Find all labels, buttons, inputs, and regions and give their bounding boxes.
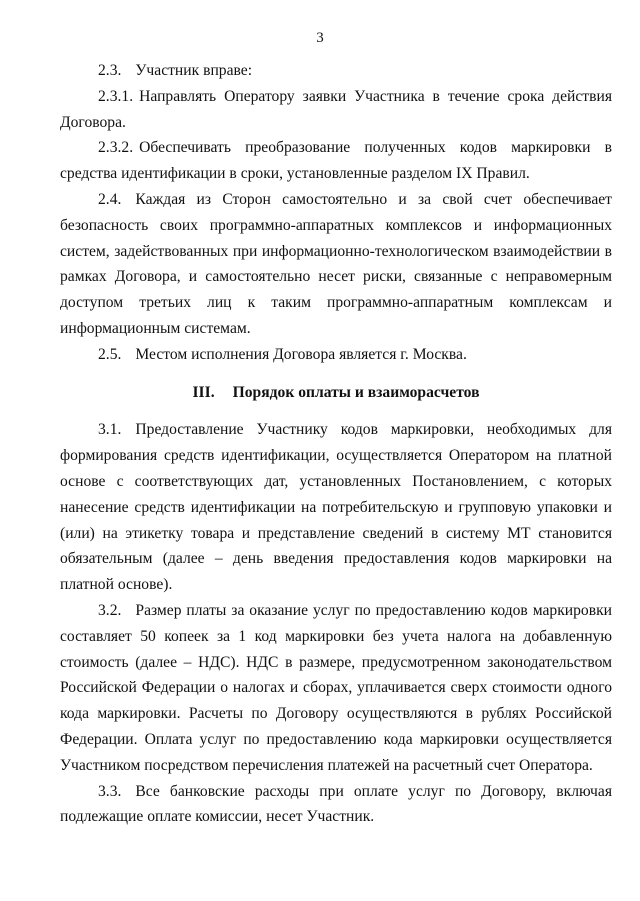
clause-2-5: [60, 342, 612, 368]
clause-text: Размер платы за оказание услуг по предоставлению кодов маркировки составляет 50 копеек за 1 код маркировки без учета налога на добавленную стоимость (далее – НДС). НДС в размере, предусмотренном законодательством Российской Федерации о налогах и сборах, уплачивается сверх стоимости одного кода маркировки. Расчеты по Договору осуществляются в рублях Российской Федерации. Оплата услуг по предоставлению кода маркировки осуществляется Участником посредством перечисления платежей на расчетный счет Оператора.: [60, 601, 612, 774]
clause-2-3-2: [60, 135, 612, 187]
clause-text: Направлять Оператору заявки Участника в течение срока действия Договора.: [60, 87, 612, 131]
clause-text: Все банковские расходы при оплате услуг по Договору, включая подлежащие оплате комиссии, несет Участник.: [60, 782, 612, 826]
clause-number: 2.3.: [98, 62, 122, 79]
clause-number: 2.4.: [98, 190, 122, 208]
clause-text: Каждая из Сторон самостоятельно и за свой счет обеспечивает безопасность своих программно-аппаратных комплексов и информационных систем, задействованных при информационно-технологическом взаимодействии в рамках Договора, и самостоятельно несет риски, связанные с неправомерным доступом третьих лиц к таким программно-аппаратным комплексам и информационным системам.: [60, 190, 612, 337]
clause-2-3-1: [60, 84, 612, 136]
section-title: Порядок оплаты и взаиморасчетов: [232, 383, 480, 401]
document-body: [60, 58, 612, 830]
section-heading: [60, 380, 612, 406]
clause-2-3: [60, 58, 612, 84]
clause-text: Обеспечивать преобразование полученных кодов маркировки в средства идентификации в сроки, установленные разделом IX Правил.: [60, 139, 612, 183]
clause-3-1: [60, 417, 612, 598]
page-number: 3: [316, 30, 324, 46]
clause-number: 2.5.: [98, 345, 122, 363]
clause-number: 2.3.1.: [98, 87, 134, 105]
clause-text: Участник вправе:: [135, 62, 253, 79]
clause-text: Местом исполнения Договора является г. Москва.: [135, 345, 467, 363]
clause-text: Предоставление Участнику кодов маркировки, необходимых для формирования средств идентификации, осуществляется Оператором на платной основе с соответствующих дат, установленных Постановлением, с которых нанесение средств идентификации на потребительскую и групповую упаковки и (или) на этикетку товара и представление сведений в систему МТ становится обязательным (далее – день введения предоставления кодов маркировки на платной основе).: [60, 421, 612, 594]
clause-number: 3.3.: [98, 782, 122, 800]
clause-3-2: [60, 598, 612, 779]
clause-3-3: [60, 779, 612, 831]
clause-number: 3.2.: [98, 601, 122, 619]
section-number: III.: [192, 383, 215, 401]
clause-number: 3.1.: [98, 421, 122, 439]
clause-number: 2.3.2.: [98, 139, 134, 157]
clause-2-4: [60, 187, 612, 342]
